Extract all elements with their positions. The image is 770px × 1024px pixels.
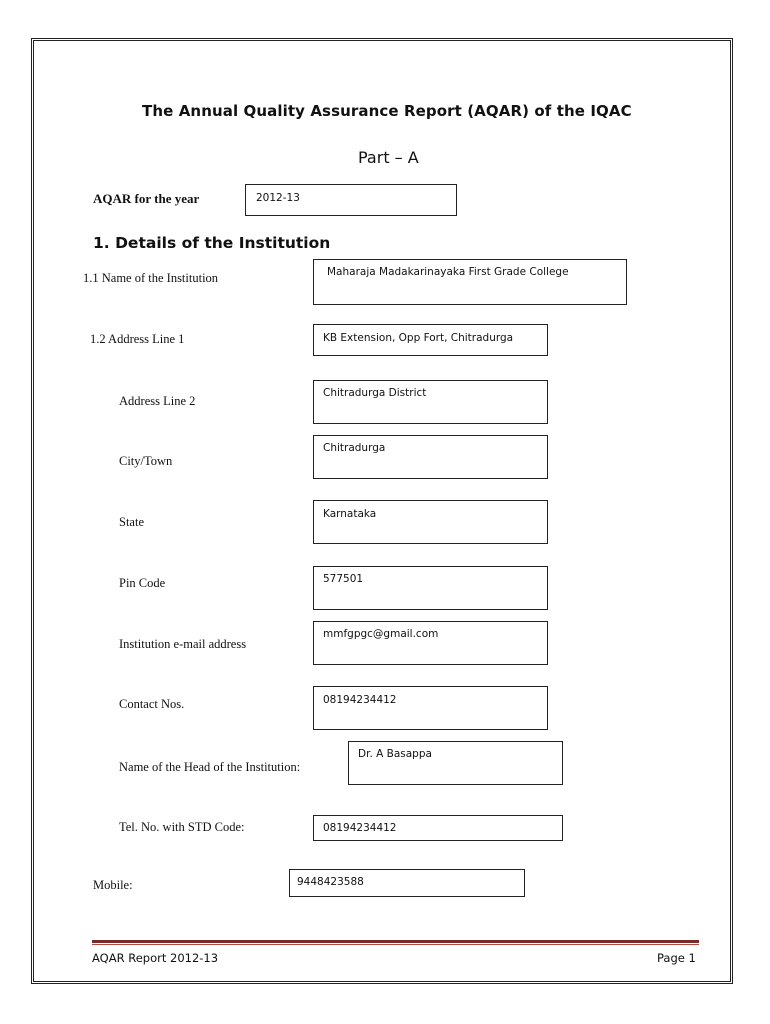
email-label: Institution e-mail address — [119, 637, 247, 651]
contact-field[interactable] — [313, 686, 548, 730]
mobile-label: Mobile: — [93, 878, 133, 892]
address2-label: Address Line 2 — [119, 394, 196, 408]
footer-page-number: Page 1 — [657, 951, 696, 965]
pin-value: 577501 — [323, 573, 364, 585]
contact-label: Contact Nos. — [119, 697, 185, 711]
year-label: AQAR for the year — [93, 191, 200, 206]
state-value: Karnataka — [323, 508, 377, 520]
head-label: Name of the Head of the Institution: — [119, 760, 301, 774]
address1-label: 1.2 Address Line 1 — [90, 332, 185, 346]
pin-label: Pin Code — [119, 576, 166, 590]
year-value: 2012-13 — [256, 192, 300, 204]
city-label: City/Town — [119, 454, 173, 468]
email-value: mmfgpgc@gmail.com — [323, 628, 439, 640]
address1-value: KB Extension, Opp Fort, Chitradurga — [323, 332, 514, 344]
footer-rule-thin — [92, 944, 699, 945]
state-field[interactable] — [313, 500, 548, 544]
part-heading: Part – A — [358, 148, 419, 167]
report-title: The Annual Quality Assurance Report (AQAR) of the IQAC — [142, 102, 632, 120]
footer-left: AQAR Report 2012-13 — [92, 951, 219, 965]
name-label: 1.1 Name of the Institution — [83, 271, 219, 285]
tel-label: Tel. No. with STD Code: — [119, 820, 245, 834]
footer-rule — [92, 940, 699, 943]
tel-value: 08194234412 — [323, 822, 397, 834]
name-value: Maharaja Madakarinayaka First Grade College — [327, 266, 569, 278]
address2-value: Chitradurga District — [323, 387, 427, 399]
section-heading: 1. Details of the Institution — [93, 234, 331, 252]
state-label: State — [119, 515, 144, 529]
city-value: Chitradurga — [323, 442, 386, 454]
mobile-value: 9448423588 — [297, 876, 364, 888]
head-value: Dr. A Basappa — [358, 748, 432, 760]
contact-value: 08194234412 — [323, 694, 397, 706]
